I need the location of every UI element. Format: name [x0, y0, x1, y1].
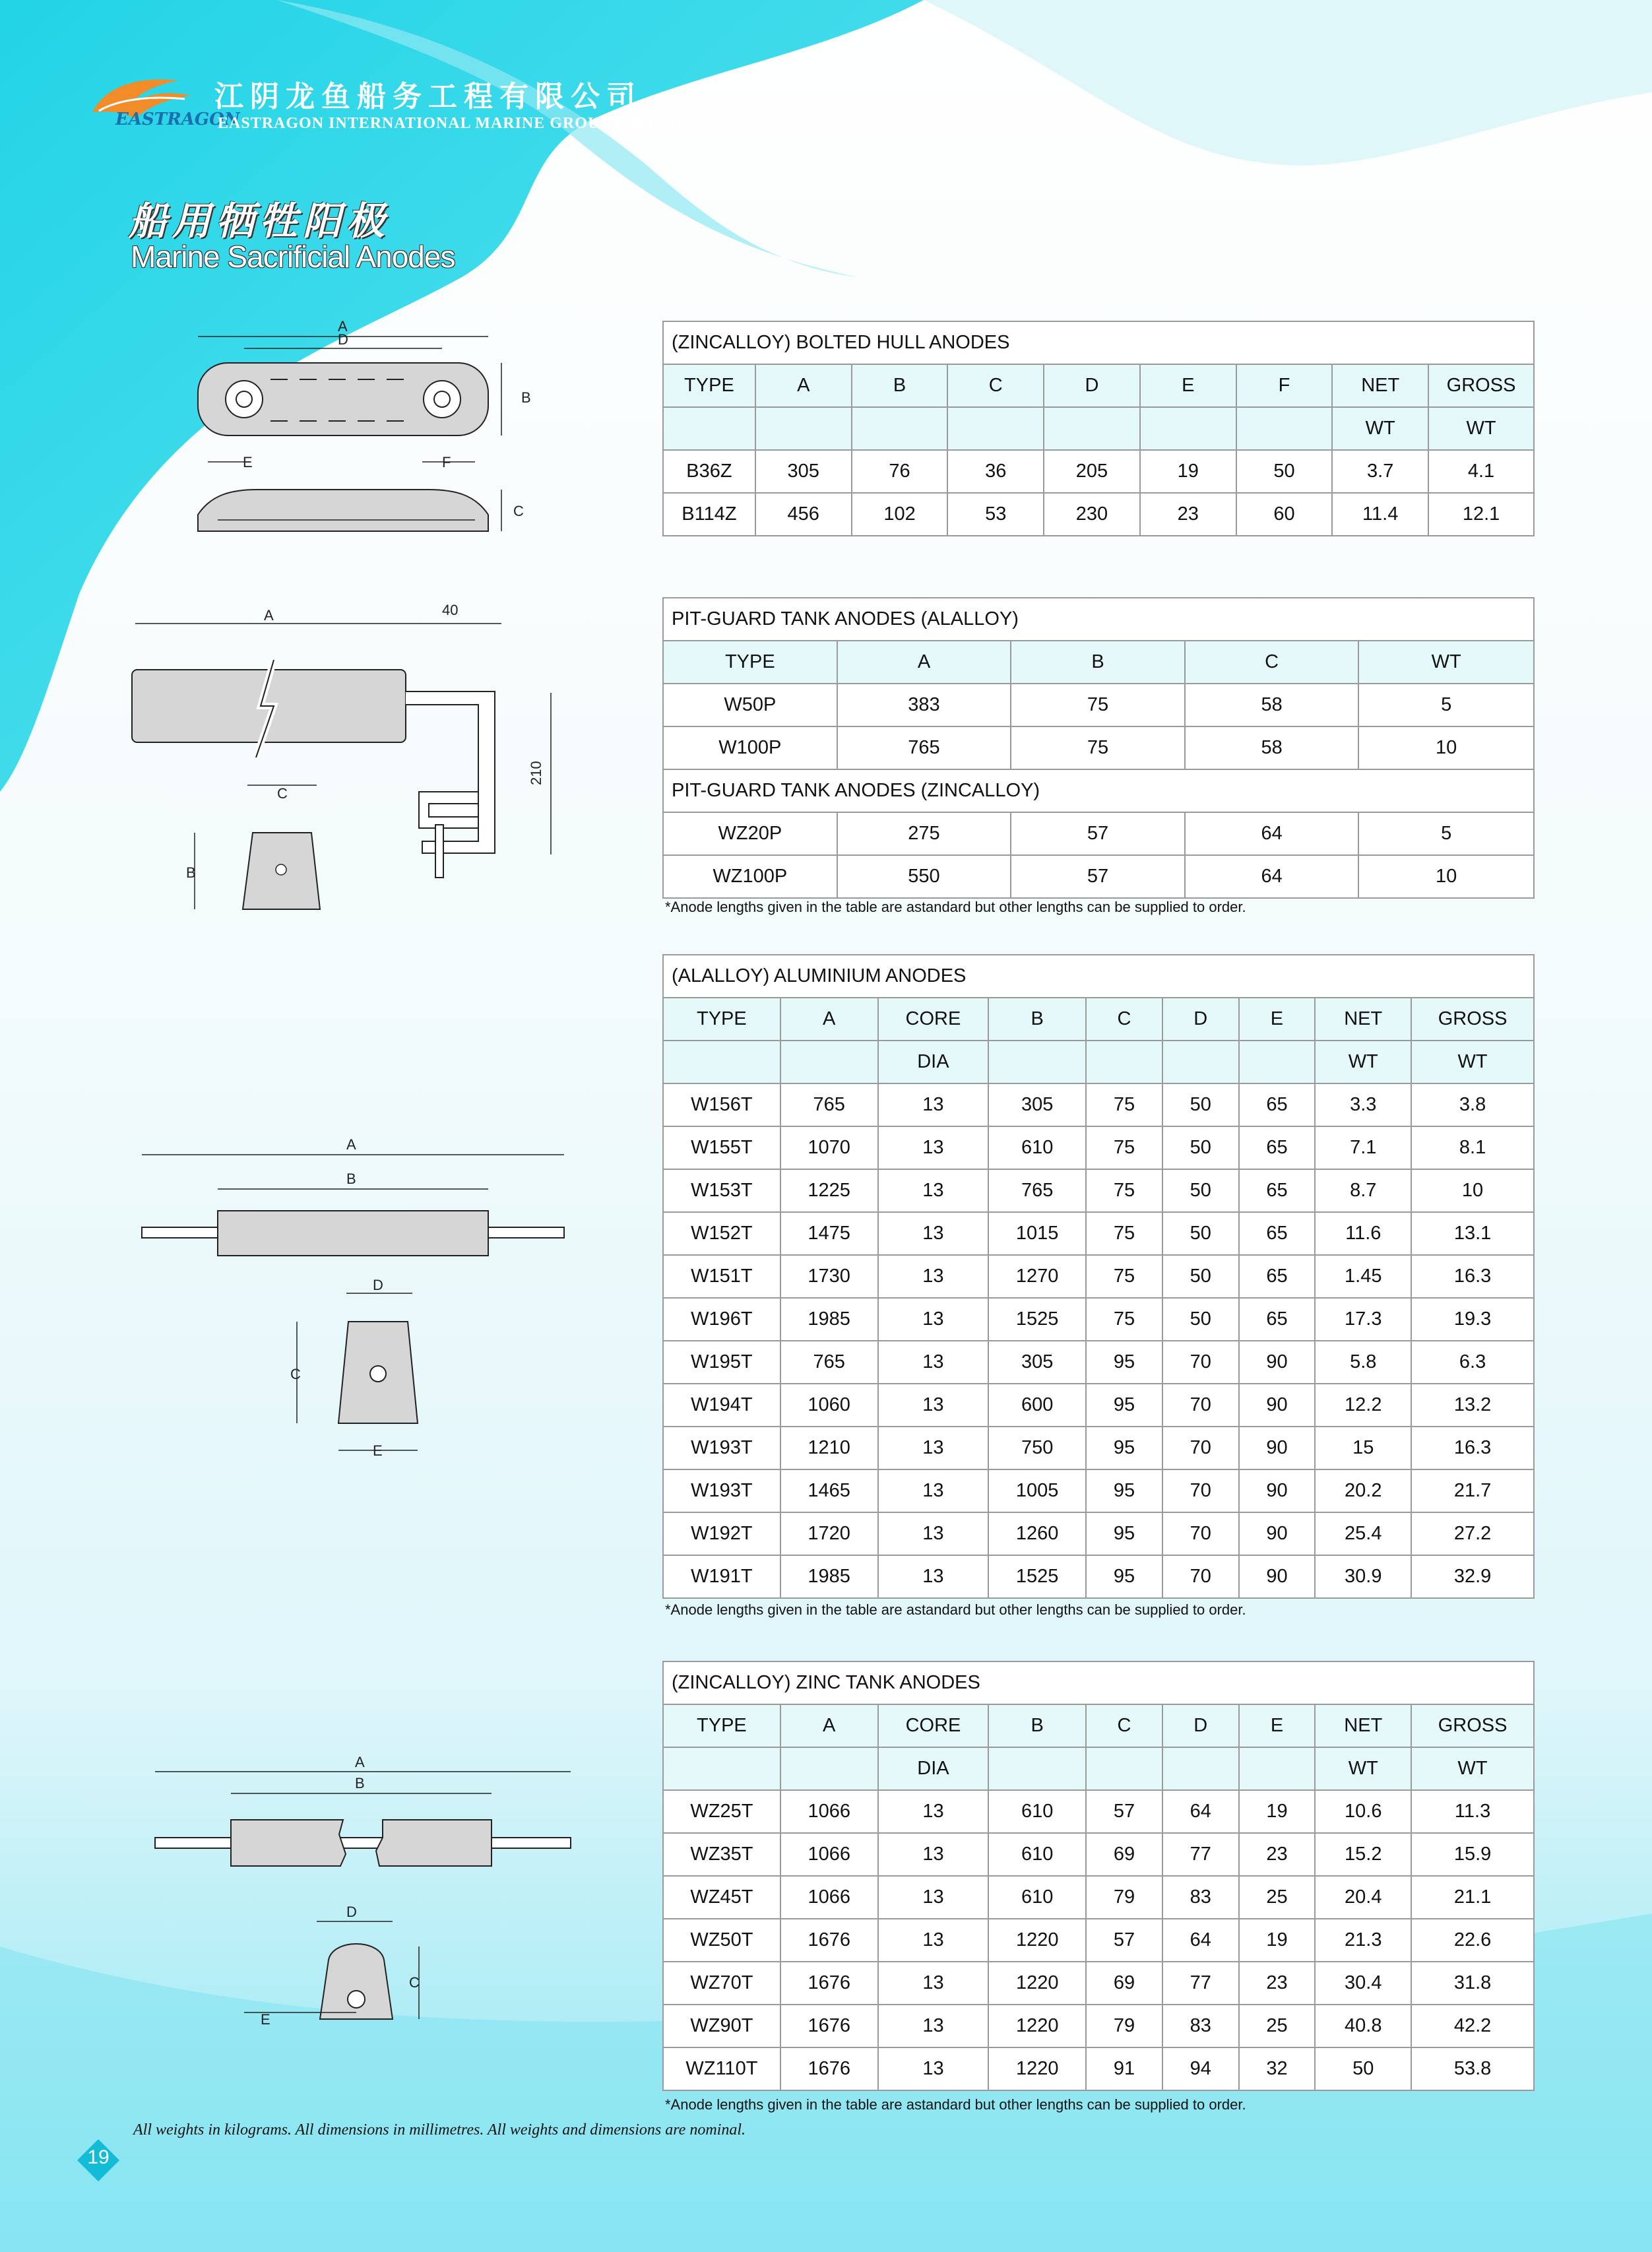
dim-210-label: 210	[528, 761, 544, 785]
table-row: W194T 1060 13 600 95 70 90 12.2 13.2	[663, 1384, 1534, 1427]
table-header-row: DIA WT WT	[663, 1747, 1534, 1790]
dim-c-label: C	[513, 503, 524, 519]
dim-b-label: B	[355, 1775, 365, 1791]
dim-a-label: A	[264, 607, 274, 624]
table-header-row: TYPE A CORE B C D E NET GROSS	[663, 998, 1534, 1041]
table-row: W50P 383 75 58 5	[663, 684, 1534, 726]
table-row: WZ110T 1676 13 1220 91 94 32 50 53.8	[663, 2047, 1534, 2090]
table-header-row: DIA WT WT	[663, 1041, 1534, 1083]
zinc-rows	[663, 1790, 1534, 2090]
dim-e-label: E	[373, 1442, 383, 1459]
table-title: (ZINCALLOY) ZINC TANK ANODES	[663, 1661, 1534, 1704]
table-row: WZ50T 1676 13 1220 57 64 19 21.3 22.6	[663, 1919, 1534, 1962]
table-row: WZ35T 1066 13 610 69 77 23 15.2 15.9	[663, 1833, 1534, 1876]
table-row: WZ45T 1066 13 610 79 83 25 20.4 21.1	[663, 1876, 1534, 1919]
dim-a-label: A	[346, 1136, 356, 1153]
table-note: *Anode lengths given in the table are astandard but other lengths can be supplied to order.	[665, 899, 1246, 915]
dim-a-label: A	[338, 318, 348, 335]
table-note: *Anode lengths given in the table are astandard but other lengths can be supplied to order.	[665, 2096, 1246, 2113]
zinc-tank-anodes-table	[662, 1661, 1535, 2091]
table-subtitle: PIT-GUARD TANK ANODES (ZINCALLOY)	[663, 769, 1534, 812]
dim-e-label: E	[243, 454, 253, 470]
table-row: WZ20P 275 57 64 5	[663, 812, 1534, 855]
table-header-row: WT WT	[663, 407, 1534, 450]
dim-a-label: A	[355, 1755, 365, 1770]
table-row: W193T 1210 13 750 95 70 90 15 16.3	[663, 1427, 1534, 1469]
dragon-logo-icon	[79, 73, 211, 145]
table-row: B36Z 305 76 36 205 19 50 3.7 4.1	[663, 450, 1534, 493]
dim-d-label: D	[373, 1277, 383, 1293]
table-header-row: TYPE A CORE B C D E NET GROSS	[663, 1704, 1534, 1747]
table-row: W193T 1465 13 1005 95 70 90 20.2 21.7	[663, 1469, 1534, 1512]
dim-c-label: C	[290, 1366, 301, 1382]
dim-b-label: B	[346, 1171, 356, 1187]
table-row: WZ90T 1676 13 1220 79 83 25 40.8 42.2	[663, 2005, 1534, 2047]
dim-c-label: C	[277, 785, 288, 802]
dim-40-label: 40	[442, 602, 459, 618]
table-header-row: TYPE A B C D E F NET GROSS	[663, 364, 1534, 407]
dim-f-label: F	[442, 454, 451, 470]
table-row: W155T 1070 13 610 75 50 65 7.1 8.1	[663, 1126, 1534, 1169]
table-row: WZ25T 1066 13 610 57 64 19 10.6 11.3	[663, 1790, 1534, 1833]
table-title: PIT-GUARD TANK ANODES (ALALLOY)	[663, 598, 1534, 641]
footer-note: All weights in kilograms. All dimensions in millimetres. All weights and dimensions are nominal.	[133, 2121, 746, 2139]
company-header	[79, 66, 1399, 145]
pit-guard-anode-drawing	[119, 594, 594, 924]
table-row: W156T 765 13 305 75 50 65 3.3 3.8	[663, 1083, 1534, 1126]
table-row: WZ100P 550 57 64 10	[663, 855, 1534, 898]
dim-b-label: B	[186, 864, 196, 881]
table-note: *Anode lengths given in the table are astandard but other lengths can be supplied to order.	[665, 1601, 1246, 1618]
page-number: 19	[87, 2146, 110, 2168]
table-row: W152T 1475 13 1015 75 50 65 11.6 13.1	[663, 1212, 1534, 1255]
company-name-cn: 江阴龙鱼船务工程有限公司	[214, 80, 642, 113]
pit-guard-anodes-table	[662, 597, 1535, 899]
table-row: B114Z 456 102 53 230 23 60 11.4 12.1	[663, 493, 1534, 536]
table-header-row: TYPE A B C WT	[663, 641, 1534, 684]
table-row: WZ70T 1676 13 1220 69 77 23 30.4 31.8	[663, 1962, 1534, 2005]
dim-d-label: D	[346, 1904, 357, 1920]
table-row: W100P 765 75 58 10	[663, 726, 1534, 769]
logo-wordmark: EASTRAGON	[115, 110, 240, 129]
table-row: W192T 1720 13 1260 95 70 90 25.4 27.2	[663, 1512, 1534, 1555]
dim-c-label: C	[409, 1974, 420, 1991]
bolted-hull-anode-drawing	[185, 317, 554, 541]
aluminium-anode-drawing	[132, 1135, 581, 1478]
page-title-en: Marine Sacrificial Anodes	[131, 240, 455, 274]
company-name-en: EASTRAGON INTERNATIONAL MARINE GROUP LIMITED	[218, 115, 689, 132]
table-row: W153T 1225 13 765 75 50 65 8.7 10	[663, 1169, 1534, 1212]
aluminium-rows	[663, 1083, 1534, 1598]
dim-d-label: D	[338, 331, 348, 348]
table-row: W196T 1985 13 1525 75 50 65 17.3 19.3	[663, 1298, 1534, 1341]
bolted-hull-anodes-table	[662, 321, 1535, 536]
page-title-cn: 船用牺牲阳极	[129, 199, 391, 243]
zinc-tank-anode-drawing	[145, 1755, 594, 2039]
dim-b-label: B	[521, 389, 531, 406]
table-row: W191T 1985 13 1525 95 70 90 30.9 32.9	[663, 1555, 1534, 1598]
dim-e-label: E	[261, 2011, 270, 2028]
aluminium-anodes-table	[662, 954, 1535, 1599]
table-title: (ALALLOY) ALUMINIUM ANODES	[663, 955, 1534, 998]
table-row: W151T 1730 13 1270 75 50 65 1.45 16.3	[663, 1255, 1534, 1298]
table-title: (ZINCALLOY) BOLTED HULL ANODES	[663, 321, 1534, 364]
table-row: W195T 765 13 305 95 70 90 5.8 6.3	[663, 1341, 1534, 1384]
